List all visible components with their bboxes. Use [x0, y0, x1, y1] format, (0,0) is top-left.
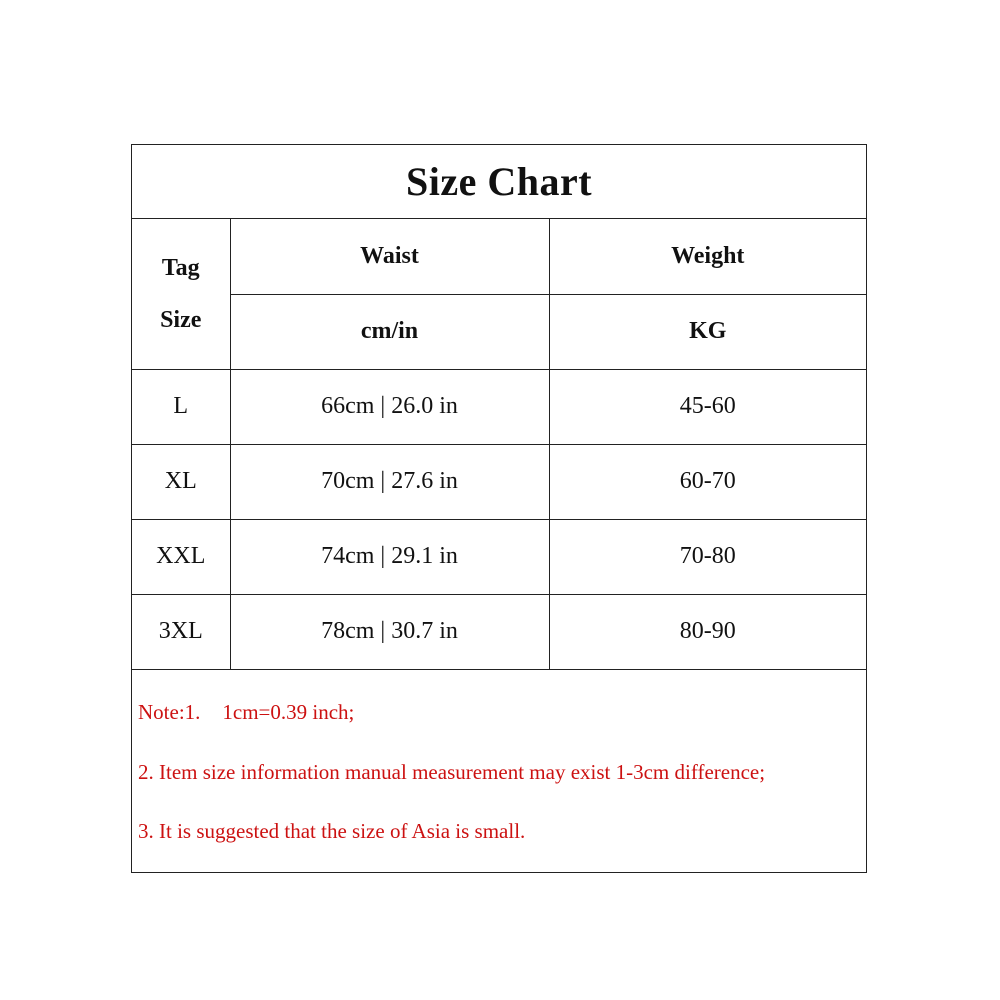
unit-row [132, 294, 866, 369]
size-cell: XL [132, 444, 230, 519]
weight-header: Weight [549, 219, 866, 294]
weight-cell: 60-70 [549, 444, 866, 519]
note-line-1 [138, 700, 354, 725]
waist-cell: 78cm | 30.7 in [230, 594, 549, 669]
weight-unit: KG [549, 294, 866, 369]
size-chart [131, 144, 867, 873]
weight-cell: 45-60 [549, 369, 866, 444]
header-row [132, 219, 866, 294]
weight-cell: 80-90 [549, 594, 866, 669]
waist-header: Waist [230, 219, 549, 294]
chart-title: Size Chart [405, 159, 593, 204]
size-table [132, 219, 866, 670]
tag-size-label-line2: Size [160, 306, 202, 333]
waist-cell: 70cm | 27.6 in [230, 444, 549, 519]
waist-cell: 74cm | 29.1 in [230, 519, 549, 594]
note-line-2: 2. Item size information manual measurement may exist 1-3cm difference; [138, 760, 766, 784]
size-cell: XXL [132, 519, 230, 594]
table-row [132, 369, 866, 444]
waist-unit: cm/in [230, 294, 549, 369]
note-1-text: 1cm=0.39 inch; [222, 700, 355, 724]
waist-cell: 66cm | 26.0 in [230, 369, 549, 444]
table-row [132, 444, 866, 519]
note-line-3: 3. It is suggested that the size of Asia is small. [138, 819, 526, 843]
weight-cell: 70-80 [549, 519, 866, 594]
note-prefix: Note:1. [138, 700, 201, 724]
size-cell: 3XL [132, 594, 230, 669]
size-cell: L [132, 369, 230, 444]
table-row [132, 594, 866, 669]
table-row [132, 519, 866, 594]
tag-size-label-line1: Tag [161, 254, 200, 281]
title-row [132, 145, 866, 219]
tag-size-header [132, 219, 230, 369]
